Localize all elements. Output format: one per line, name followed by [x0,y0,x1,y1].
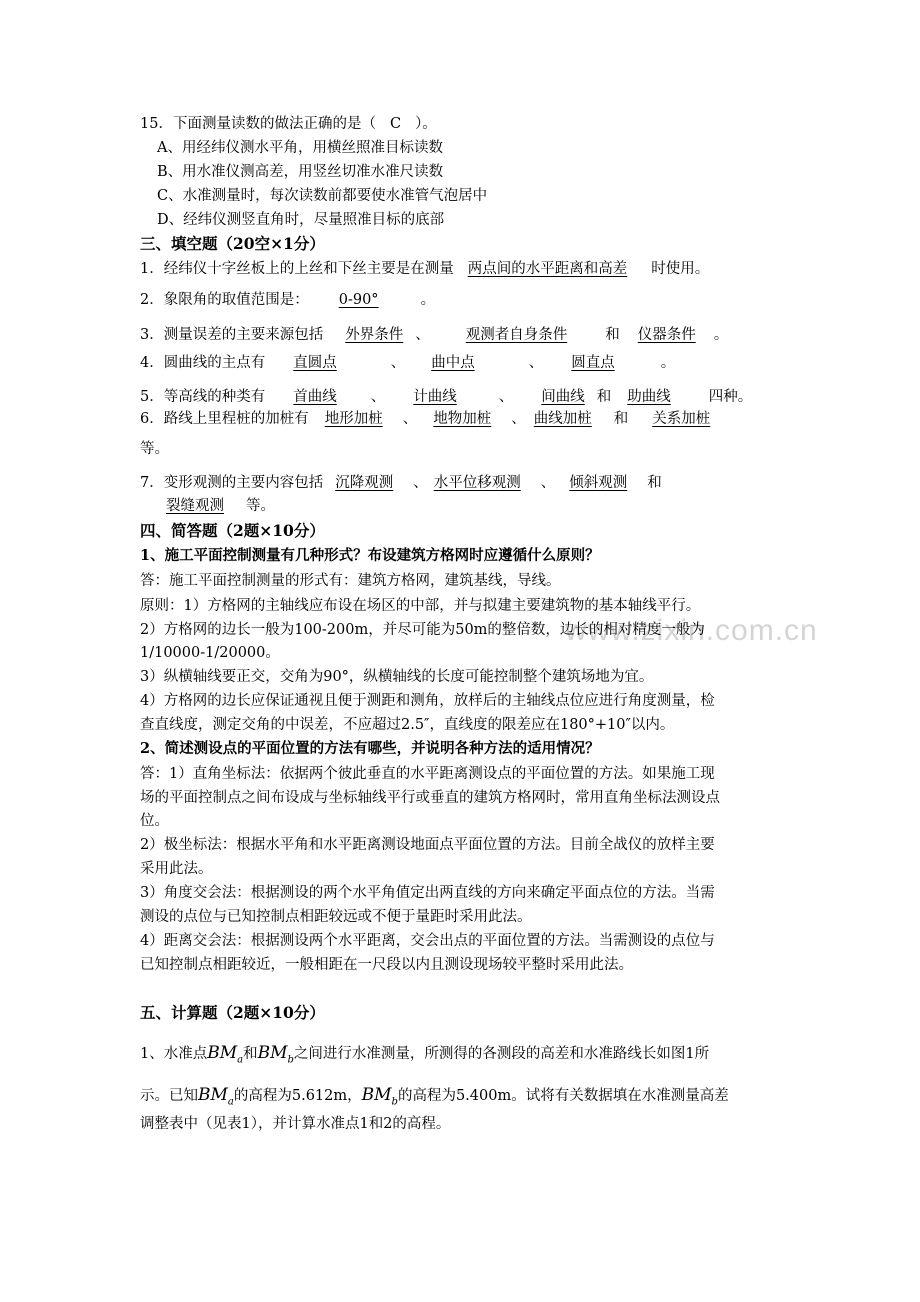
fill-q4-answer-3 [543,355,661,371]
fill-q2-text: 2．象限角的取值范围是： [140,292,309,308]
fill-q3 [140,325,728,345]
q15-stem [140,114,437,134]
fill-q6-answer-1-text: 地形加桩 [324,411,383,427]
fill-q1-answer [454,261,652,277]
fill-q5-sep-2: 、 [498,389,514,405]
fill-q5-text: 5．等高线的种类有 [140,389,266,405]
short-q1-line-1: 答：施工平面控制测量的形式有：建筑方格网，建筑基线，导线。 [140,573,561,589]
fill-q3-sep-2: 和 [605,327,620,343]
short-q2-line-5: 采用此法。 [140,861,213,877]
short-q1-line-4: 1/10000-1/20000。 [140,645,280,661]
fill-q6-answer-3 [526,411,614,427]
fill-q5-answer-1 [265,389,363,405]
q15-stem-text: 15．下面测量读数的做法正确的是（ [140,116,376,132]
short-q1-title: 1、施工平面控制测量有几种形式？布设建筑方格网时应遵循什么原则？ [140,547,600,564]
short-q2-line-4: 2）极坐标法：根据水平角和水平距离测设地面点平面位置的方法。目前全战仪的放样主要 [140,837,715,853]
fill-q7-sep-1: 、 [413,475,428,491]
fill-q6-text: 6．路线上里程桩的加桩有 [140,411,309,427]
fill-q1-text: 1．经纬仪十字丝板上的上丝和下丝主要是在测量 [140,261,454,277]
fill-q7-answer-2-text: 水平位移观测 [433,475,521,491]
fill-q3-answer-3-text: 仪器条件 [637,327,696,343]
short-q1-line-2: 原则：1）方格网的主轴线应布设在场区的中部，并与拟建主要建筑物的基本轴线平行。 [140,598,701,614]
fill-q4-answer-3-text: 圆直点 [571,355,615,371]
fill-q4-end: 。 [660,355,676,371]
fill-q6-answer-3-text: 曲线加桩 [533,411,592,427]
q15-option-d: D、经纬仪测竖直角时，尽量照准目标的底部 [157,212,445,228]
fill-q2-answer-text: 0-90° [338,292,379,308]
fill-q6-answer-4-text: 关系加桩 [652,411,711,427]
fill-q7-answer-4 [140,498,240,514]
fill-q1-answer-text: 两点间的水平距离和高差 [467,261,628,277]
short-q2-line-2: 场的平面控制点之间布设成与坐标轴线平行或垂直的建筑方格网时，常用直角坐标法测设点 [140,790,720,806]
q15-stem-end: ）。 [415,116,437,132]
short-q2-line-9: 已知控制点相距较近，一般相距在一尺段以内且测设现场较平整时采用此法。 [140,957,633,973]
fill-q5-answer-4-text: 助曲线 [627,389,671,405]
fill-q7-answer-3-text: 倾斜观测 [569,475,628,491]
bm-b-symbol [257,1043,294,1066]
fill-q5-answer-2 [385,389,491,405]
fill-q7-cont [140,496,275,516]
bm-b-letters-2: BM [361,1085,392,1105]
fill-q4-sep-2: 、 [528,355,544,371]
fill-q5-answer-2-text: 计曲线 [413,389,457,405]
fill-q4-answer-2 [405,355,521,371]
fill-q5-sep-1: 、 [370,389,386,405]
bm-a-subscript: a [237,1054,244,1066]
fill-q7-answer-3 [555,475,641,491]
fill-q5-answer-4 [611,389,701,405]
short-q1-line-5: 3）纵横轴线要正交，交角为90°，纵横轴线的长度可能控制整个建筑场地为宜。 [140,669,654,685]
fill-q5-answer-1-text: 首曲线 [293,389,337,405]
fill-q1-end: 时使用。 [651,261,710,277]
fill-q2 [140,290,435,310]
fill-q4-answer-1 [265,355,383,371]
fill-q3-answer-1 [323,327,415,343]
short-q2-title: 2、简述测设点的平面位置的方法有哪些，并说明各种方法的适用情况？ [140,740,600,757]
short-q1-line-6: 4）方格网的边长应保证通视且便于测距和测角，放样后的主轴线点位应进行角度测量，检 [140,693,715,709]
fill-q5-end: 四种。 [708,389,753,405]
fill-q5 [140,387,752,407]
fill-q2-end: 。 [420,292,436,308]
fill-q1 [140,259,709,279]
calc-q1-text-5: 的高程为5.612m， [233,1088,362,1104]
fill-q7-sep-3: 和 [647,475,662,491]
bm-b-letters: BM [257,1043,288,1063]
fill-q7-answer-1-text: 沉降观测 [335,475,394,491]
fill-q6-tail: 等。 [140,441,169,457]
fill-q6-answer-4 [628,411,710,427]
fill-q7-answer-1 [323,475,407,491]
short-q2-line-7: 测设的点位与已知控制点相距较远或不便于量距时采用此法。 [140,909,532,925]
bm-a-letters-2: BM [198,1085,228,1105]
short-q1-line-7: 查直线度，测定交角的中误差，不应超过2.5″，直线度的限差应在180°+10″以内。 [140,717,675,733]
bm-a-symbol-2 [198,1085,234,1108]
fill-q6 [140,409,710,429]
fill-q3-answer-1-text: 外界条件 [345,327,404,343]
fill-q5-answer-3-text: 间曲线 [541,389,585,405]
q15-option-a: A、用经纬仪测水平角，用横丝照准目标读数 [157,140,443,156]
fill-q4-text: 4．圆曲线的主点有 [140,355,266,371]
fill-q6-sep-1: 、 [402,411,418,427]
q15-answer: C [389,116,402,132]
calc-q1-line-2 [140,1080,729,1117]
fill-q2-answer [309,292,421,308]
q15-option-c: C、水准测量时，每次读数前都要使水准管气泡居中 [157,188,488,204]
short-q1-line-3: 2）方格网的边长一般为100-200m，并尽可能为50m的整倍数，边长的相对精度一般为 [140,622,705,638]
fill-q7-answer-2 [428,475,535,491]
fill-q3-sep-1: 、 [415,327,430,343]
fill-q5-sep-3: 和 [596,389,612,405]
fill-q6-answer-2-text: 地物加桩 [433,411,492,427]
fill-q4-answer-1-text: 直圆点 [293,355,337,371]
fill-q4-sep-1: 、 [390,355,406,371]
fill-q5-answer-3 [513,389,591,405]
q15-option-b: B、用水准仪测高差，用竖丝切准水准尺读数 [157,164,444,180]
fill-q4 [140,353,675,373]
section-4-title: 四、简答题（2题×10分） [140,521,325,540]
bm-a-subscript-2: a [227,1096,234,1108]
fill-q7 [140,473,662,493]
fill-q4-answer-2-text: 曲中点 [431,355,475,371]
short-q2-line-1: 答：1）直角坐标法：依据两个彼此垂直的水平距离测设点的平面位置的方法。如果施工现 [140,766,715,782]
short-q2-line-6: 3）角度交会法：根据测设的两个水平角值定出两直线的方向来确定平面点位的方法。当需 [140,885,715,901]
calc-q1-text-2: 和 [243,1046,258,1062]
fill-q3-answer-2 [430,327,598,343]
fill-q7-answer-4-text: 裂缝观测 [166,498,224,514]
bm-b-subscript: b [287,1054,294,1066]
calc-q1-text-4: 示。已知 [140,1088,198,1104]
fill-q7-sep-2: 、 [540,475,556,491]
calc-q1-line-1 [140,1038,709,1075]
calc-q1-text-1: 1、水准点 [140,1046,208,1062]
fill-q6-answer-1 [309,411,397,427]
calc-q1-line-3: 调整表中（见表1），并计算水准点1和2的高程。 [140,1116,451,1132]
fill-q7-end: 等。 [246,498,275,514]
short-q2-line-8: 4）距离交会法：根据测设两个水平距离，交会出点的平面位置的方法。当需测设的点位与 [140,933,715,949]
fill-q3-answer-3 [620,327,714,343]
fill-q7-text: 7．变形观测的主要内容包括 [140,475,324,491]
bm-a-symbol [207,1043,244,1066]
section-3-title: 三、填空题（20空×1分） [140,234,325,253]
bm-b-symbol-2 [361,1085,398,1108]
calc-q1-text-6: 的高程为5.400m。试将有关数据填在水准测量高差 [397,1088,729,1104]
fill-q6-sep-2: 、 [511,411,526,427]
fill-q3-answer-2-text: 观测者自身条件 [465,327,568,343]
bm-a-letters: BM [207,1043,238,1063]
bm-b-subscript-2: b [391,1096,398,1108]
section-5-title: 五、计算题（2题×10分） [140,1003,325,1022]
calc-q1-text-3: 之间进行水准测量，所测得的各测段的高差和水准路线长如图1所 [293,1046,710,1062]
fill-q6-answer-2 [417,411,505,427]
fill-q6-sep-3: 和 [613,411,629,427]
watermark: www.zixin.com.cn [565,614,818,647]
short-q2-line-3: 位。 [140,813,169,829]
fill-q3-text: 3．测量误差的主要来源包括 [140,327,324,343]
fill-q3-end: 。 [713,327,729,343]
